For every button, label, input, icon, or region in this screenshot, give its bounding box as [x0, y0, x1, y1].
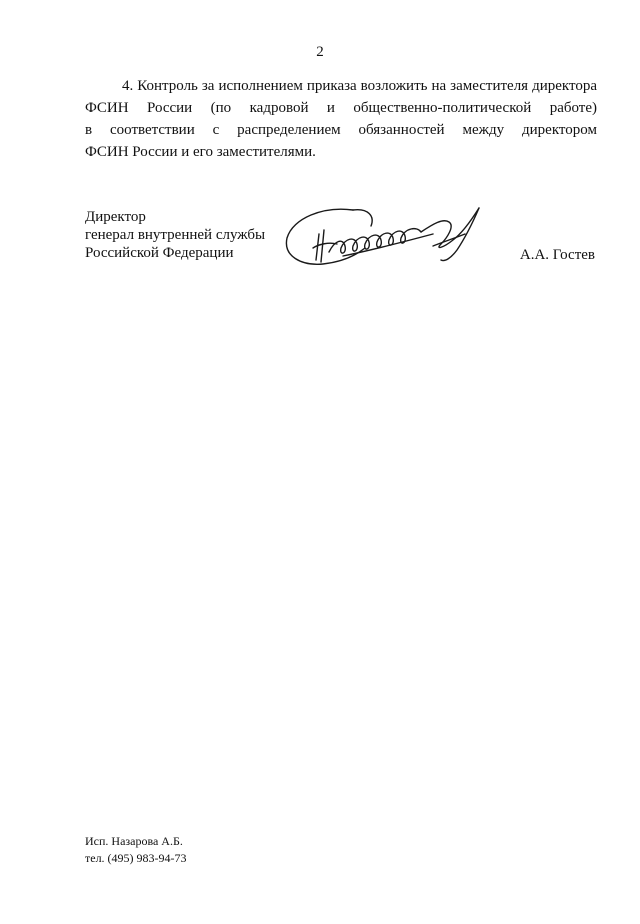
order-paragraph-4 — [85, 75, 597, 163]
executor-name: Исп. Назарова А.Б. — [85, 834, 183, 848]
executor-phone: тел. (495) 983-94-73 — [85, 851, 187, 865]
paragraph-line-3: в соответствии с распределением обязанностей между директором — [85, 122, 597, 138]
signatory-position-line-3: Российской Федерации — [85, 245, 234, 261]
signatory-position-line-2: генерал внутренней службы — [85, 227, 266, 243]
signatory-position — [85, 208, 265, 262]
signatory-name: А.А. Гостев — [519, 247, 595, 263]
executor-info — [85, 833, 187, 867]
handwritten-signature-icon — [283, 204, 488, 272]
paragraph-line-4: ФСИН России и его заместителями. — [85, 144, 316, 160]
paragraph-line-2: ФСИН России (по кадровой и общественно-политической работе) — [85, 100, 597, 116]
page-number: 2 — [316, 44, 324, 60]
signatory-position-line-1: Директор — [85, 209, 146, 225]
paragraph-line-1: 4. Контроль за исполнением приказа возложить на заместителя директора — [122, 78, 597, 94]
